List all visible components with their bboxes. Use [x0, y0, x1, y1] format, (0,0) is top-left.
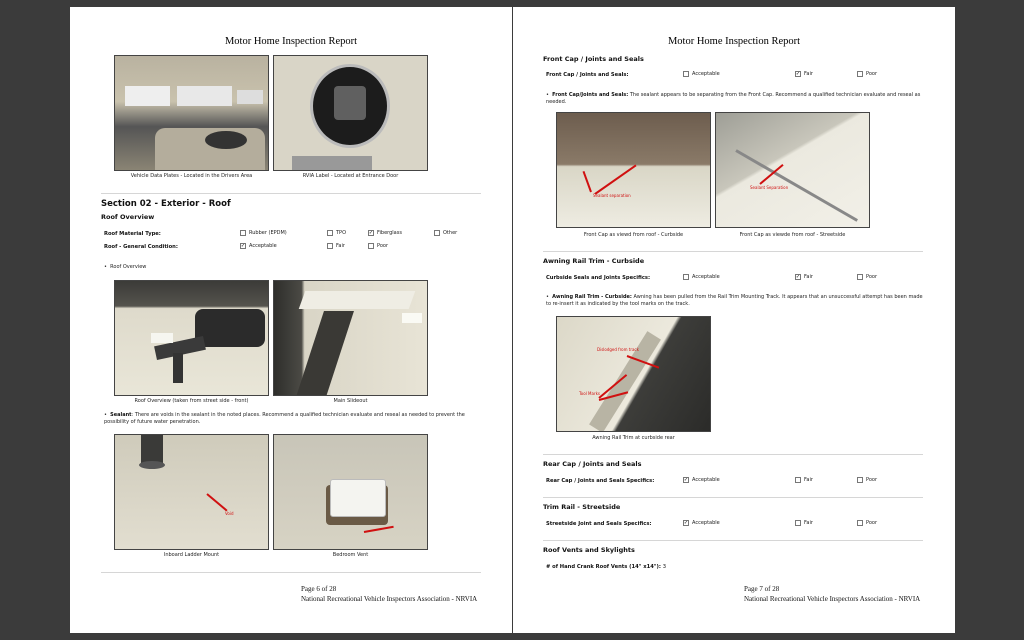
- checkbox-poor[interactable]: [857, 71, 877, 77]
- bullet-item: • Roof Overview: [104, 264, 147, 270]
- checkbox-label: Fair: [804, 477, 813, 483]
- rear-cap-title: Rear Cap / Joints and Seals: [543, 460, 642, 468]
- checkbox-acceptable[interactable]: [683, 520, 720, 526]
- awning-title: Awning Rail Trim - Curbside: [543, 257, 645, 265]
- footer-organization: National Recreational Vehicle Inspectors Association - NRVIA: [301, 595, 478, 603]
- checkbox-label: Acceptable: [692, 274, 720, 280]
- divider: [543, 251, 923, 252]
- photo-inboard-ladder-mount: [114, 434, 269, 550]
- checkbox-poor[interactable]: [857, 274, 877, 280]
- photo-caption: Front Cap as viewd from roof - Curbside: [583, 232, 684, 238]
- checkbox-label: Acceptable: [692, 477, 720, 483]
- checkbox-box: [434, 230, 440, 236]
- annotation-arrow: [583, 171, 592, 192]
- roof-overview-title: Roof Overview: [101, 213, 155, 221]
- note-text: The sealant appears to be separating from the Front Cap. Recommend a qualified technician evaluate and reseal as needed.: [546, 92, 921, 105]
- footer-page-number: Page 7 of 28: [744, 585, 780, 593]
- awning-note: • Awning Rail Trim - Curbside: Awning has been pulled from the Rail Trim Mounting Track. It appears that an unsuccessful attempt has been made to re-insert it as indicated by the tool marks on the track.: [546, 294, 923, 307]
- photo-caption: RVIA Label - Located at Entrance Door: [302, 173, 399, 179]
- front-cap-note: • Front Cap/Joints and Seals: The sealant appears to be separating from the Front Cap. Recommend a qualified technician evaluate and reseal as needed.: [546, 92, 921, 105]
- checkbox-fair[interactable]: [795, 274, 813, 280]
- checkbox-label: Acceptable: [692, 520, 720, 526]
- annotation-label: Sealant Separation: [750, 185, 789, 190]
- checkbox-box-checked: ✓: [795, 273, 801, 280]
- divider: [543, 497, 923, 498]
- checkbox-label: Poor: [377, 243, 389, 249]
- checkbox-fiberglass[interactable]: [368, 230, 402, 236]
- photo-vehicle-data-plates: [114, 55, 269, 171]
- checkbox-acceptable[interactable]: [683, 71, 720, 77]
- checkbox-box: [857, 71, 863, 77]
- photo-caption: Awning Rail Trim at curbside rear: [592, 435, 675, 441]
- checkbox-poor[interactable]: [368, 243, 388, 249]
- checkbox-poor[interactable]: [857, 520, 877, 526]
- checkbox-label: Fair: [804, 71, 813, 77]
- footer-organization: National Recreational Vehicle Inspectors Association - NRVIA: [744, 595, 921, 603]
- checkbox-box: [857, 520, 863, 526]
- report-page-6: [70, 7, 512, 633]
- checkbox-fair[interactable]: [327, 243, 345, 249]
- checkbox-label: Fair: [336, 243, 345, 249]
- roof-vents-value: 3: [662, 564, 667, 570]
- roof-vents-title: Roof Vents and Skylights: [543, 546, 635, 554]
- divider: [101, 572, 481, 573]
- checkbox-box: [240, 230, 246, 236]
- photo-caption: Vehicle Data Plates - Located in the Drivers Area: [130, 173, 253, 179]
- annotation-arrow: [206, 493, 227, 511]
- divider: [101, 193, 481, 194]
- photo-caption: Inboard Ladder Mount: [163, 552, 220, 558]
- checkbox-acceptable[interactable]: [683, 477, 720, 483]
- page-header: Motor Home Inspection Report: [667, 36, 801, 47]
- trim-rail-title: Trim Rail - Streetside: [543, 503, 621, 511]
- note-text: : There are voids in the sealant in the noted places. Recommend a qualified technician evaluate and reseal as needed to prevent the possibility of future water penetration.: [104, 412, 465, 425]
- checkbox-box: [795, 520, 801, 526]
- checkbox-box: [683, 274, 689, 280]
- checkbox-box-checked: ✓: [795, 70, 801, 77]
- note-title: Awning Rail Trim - Curbside:: [552, 294, 632, 300]
- page-header: Motor Home Inspection Report: [224, 36, 358, 47]
- checkbox-box: [327, 230, 333, 236]
- checkbox-box-checked: ✓: [240, 242, 246, 249]
- photo-caption: Roof Overview (taken from street side - front): [134, 398, 249, 404]
- checkbox-rubber-epdm[interactable]: [240, 230, 287, 236]
- checkbox-label: Poor: [866, 477, 878, 483]
- photo-caption: Front Cap as viewde from roof - Streetside: [739, 232, 846, 238]
- checkbox-box: [857, 274, 863, 280]
- photo-main-slideout: [273, 280, 428, 396]
- checkbox-box: [368, 243, 374, 249]
- checkbox-label: Poor: [866, 71, 878, 77]
- checkbox-label: Fiberglass: [377, 230, 402, 236]
- sealant-note: • Sealant: There are voids in the sealant in the noted places. Recommend a qualified technician evaluate and reseal as needed to prevent the possibility of future water penetration.: [104, 412, 465, 425]
- checkbox-tpo[interactable]: [327, 230, 346, 236]
- checkbox-box-checked: ✓: [683, 476, 689, 483]
- note-title: Front Cap/Joints and Seals:: [552, 92, 629, 98]
- note-title: Sealant: [110, 412, 132, 418]
- annotation-label: Tool Marks: [579, 391, 600, 396]
- divider: [543, 540, 923, 541]
- checkbox-box: [857, 477, 863, 483]
- checkbox-other[interactable]: [434, 230, 457, 236]
- rear-cap-label: Rear Cap / Joints and Seals Specifics:: [546, 478, 655, 484]
- checkbox-label: Acceptable: [692, 71, 720, 77]
- checkbox-poor[interactable]: [857, 477, 877, 483]
- awning-label: Curbside Seals and Joints Specifics:: [546, 275, 651, 281]
- roof-condition-label: Roof - General Condition:: [104, 244, 178, 250]
- front-cap-label: Front Cap / Joints and Seals:: [546, 72, 629, 78]
- roof-material-label: Roof Material Type:: [104, 231, 161, 237]
- checkbox-label: TPO: [336, 230, 347, 236]
- checkbox-label: Poor: [866, 274, 878, 280]
- annotation-arrow: [594, 165, 636, 195]
- divider: [543, 454, 923, 455]
- checkbox-fair[interactable]: [795, 520, 813, 526]
- annotation-label: Void: [225, 511, 234, 516]
- checkbox-acceptable[interactable]: [683, 274, 720, 280]
- checkbox-label: Acceptable: [249, 243, 277, 249]
- report-page-7: [513, 7, 955, 633]
- checkbox-acceptable[interactable]: [240, 243, 277, 249]
- section-title: Section 02 - Exterior - Roof: [101, 199, 231, 209]
- photo-awning-rail-trim: [556, 316, 711, 432]
- photo-roof-overview: [114, 280, 269, 396]
- photo-bedroom-vent: [273, 434, 428, 550]
- checkbox-box: [795, 477, 801, 483]
- checkbox-label: Fair: [804, 520, 813, 526]
- roof-vents-field: [546, 564, 666, 570]
- photo-front-cap-streetside: [715, 112, 870, 228]
- roof-vents-label: # of Hand Crank Roof Vents (14" x14"):: [546, 564, 661, 570]
- checkbox-box-checked: ✓: [368, 229, 374, 236]
- trim-rail-label: Streetside Joint and Seals Specifics:: [546, 521, 652, 527]
- checkbox-label: Poor: [866, 520, 878, 526]
- checkbox-box: [327, 243, 333, 249]
- front-cap-title: Front Cap / Joints and Seals: [543, 55, 644, 63]
- photo-caption: Bedroom Vent: [332, 552, 369, 558]
- checkbox-label: Rubber (EPDM): [249, 230, 287, 236]
- checkbox-label: Fair: [804, 274, 813, 280]
- note-text: Awning has been pulled from the Rail Trim Mounting Track. It appears that an unsuccessful attempt has been made to re-insert it as indicated by the tool marks on the track.: [546, 294, 923, 307]
- footer-page-number: Page 6 of 28: [301, 585, 337, 593]
- photo-caption: Main Slideout: [333, 398, 368, 404]
- annotation-label: Sealant separation: [593, 193, 631, 198]
- photo-rvia-label: [273, 55, 428, 171]
- annotation-arrow: [364, 526, 394, 533]
- checkbox-box: [683, 71, 689, 77]
- bullet-text: Roof Overview: [110, 264, 147, 270]
- checkbox-label: Other: [443, 230, 458, 236]
- annotation-label: Dislodged from track: [597, 347, 639, 352]
- checkbox-fair[interactable]: [795, 477, 813, 483]
- checkbox-fair[interactable]: [795, 71, 813, 77]
- checkbox-box-checked: ✓: [683, 519, 689, 526]
- photo-front-cap-curbside: [556, 112, 711, 228]
